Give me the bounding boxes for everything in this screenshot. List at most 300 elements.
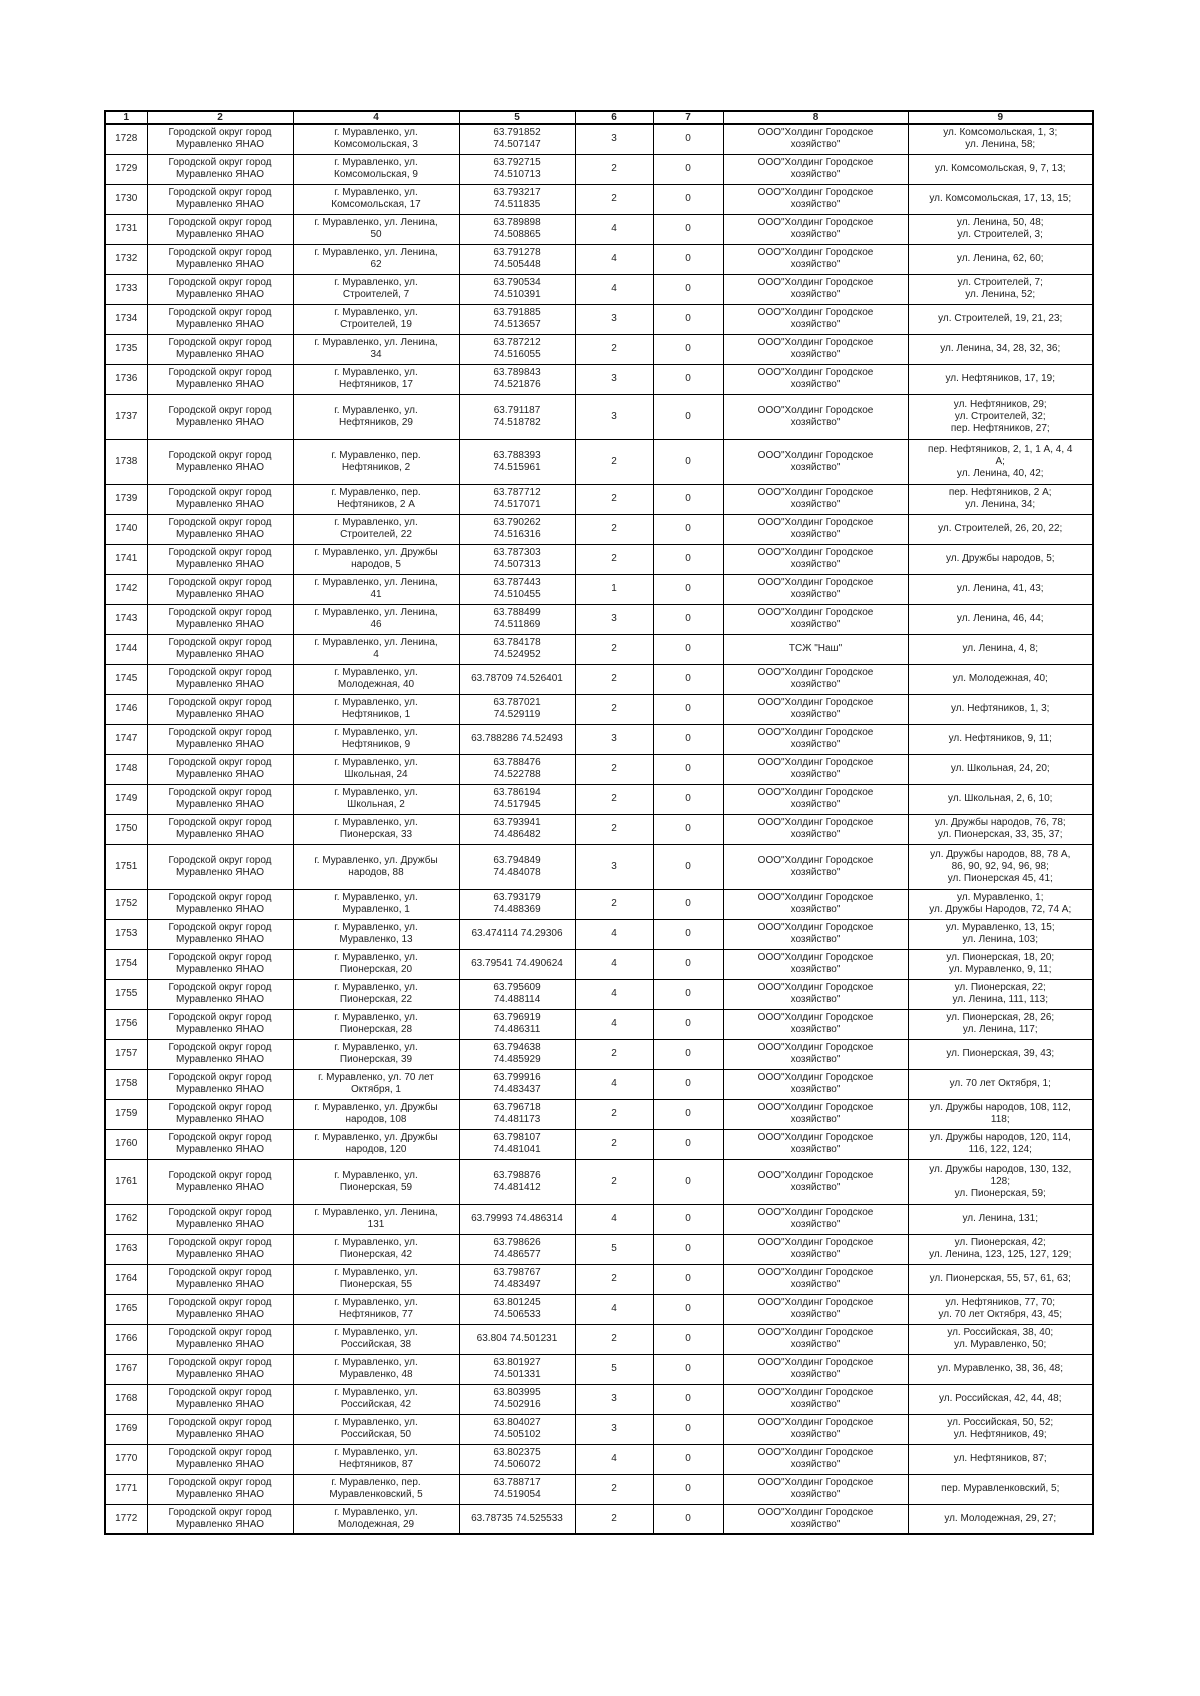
served-addresses-cell-line: пер. Нефтяников, 27; bbox=[950, 422, 1050, 434]
coordinates-cell bbox=[459, 634, 575, 664]
column-7-cell: 0 bbox=[653, 1234, 723, 1264]
coordinates-cell-line: 63.803995 bbox=[493, 1387, 541, 1398]
table-row bbox=[105, 124, 1093, 154]
column-6-cell: 4 bbox=[575, 1009, 653, 1039]
coordinates-cell-line: 63.784178 bbox=[493, 637, 541, 648]
address-cell-line: г. Муравленко, ул. Дружбы bbox=[314, 1102, 438, 1113]
district-cell-line: Городской округ город bbox=[168, 577, 272, 588]
coordinates-cell bbox=[459, 364, 575, 394]
district-cell bbox=[147, 1234, 293, 1264]
coordinates-cell-line: 74.517071 bbox=[493, 499, 541, 510]
table-row bbox=[105, 694, 1093, 724]
district-cell bbox=[147, 1264, 293, 1294]
district-cell-line: Муравленко ЯНАО bbox=[176, 829, 264, 840]
coordinates-cell bbox=[459, 604, 575, 634]
column-6-cell: 4 bbox=[575, 1294, 653, 1324]
address-cell-line: г. Муравленко, ул. Дружбы bbox=[314, 547, 438, 558]
address-cell-line: Пионерская, 59 bbox=[339, 1181, 413, 1193]
coordinates-cell-line: 63.791852 bbox=[493, 127, 541, 139]
district-cell-line: Городской округ город bbox=[168, 1169, 272, 1181]
row-number-cell: 1745 bbox=[105, 664, 147, 694]
district-cell bbox=[147, 184, 293, 214]
column-7-cell: 0 bbox=[653, 274, 723, 304]
address-cell-line: Школьная, 24 bbox=[344, 769, 408, 780]
column-7-cell: 0 bbox=[653, 1474, 723, 1504]
district-cell-line: Муравленко ЯНАО bbox=[176, 1518, 264, 1530]
row-number-cell: 1755 bbox=[105, 979, 147, 1009]
district-cell-line: Городской округ город bbox=[168, 637, 272, 648]
served-addresses-cell-line: ул. Дружбы народов, 130, 132, bbox=[929, 1163, 1072, 1175]
coordinates-cell-line: 63.798107 bbox=[493, 1132, 541, 1143]
served-addresses-cell-line: ул. Строителей, 32; bbox=[954, 410, 1046, 422]
address-cell-line: Пионерская, 22 bbox=[339, 994, 413, 1005]
served-addresses-cell-line: ул. Пионерская, 59; bbox=[954, 1187, 1046, 1199]
served-addresses-cell-line: ул. Пионерская, 55, 57, 61, 63; bbox=[929, 1273, 1071, 1284]
table-row bbox=[105, 244, 1093, 274]
row-number-cell: 1728 bbox=[105, 124, 147, 154]
address-cell-line: Нефтяников, 29 bbox=[339, 416, 413, 428]
district-cell-line: Городской округ город bbox=[168, 247, 272, 258]
district-cell-line: Муравленко ЯНАО bbox=[176, 1219, 264, 1230]
district-cell bbox=[147, 544, 293, 574]
district-cell-line: Городской округ город bbox=[168, 1237, 272, 1248]
table-row bbox=[105, 544, 1093, 574]
served-addresses-cell bbox=[908, 979, 1093, 1009]
column-7-cell: 0 bbox=[653, 814, 723, 844]
column-7-cell: 0 bbox=[653, 214, 723, 244]
column-7-cell: 0 bbox=[653, 1099, 723, 1129]
served-addresses-cell-line: пер. Муравленковский, 5; bbox=[941, 1483, 1060, 1494]
coordinates-cell-line: 63.792715 bbox=[493, 157, 541, 168]
table-body bbox=[105, 124, 1093, 1534]
address-cell-line: г. Муравленко, ул. bbox=[334, 367, 418, 378]
organization-cell bbox=[723, 979, 908, 1009]
table-row bbox=[105, 1204, 1093, 1234]
district-cell bbox=[147, 1474, 293, 1504]
district-cell-line: Муравленко ЯНАО bbox=[176, 289, 264, 300]
address-cell-line: г. Муравленко, ул. bbox=[334, 1042, 418, 1053]
row-number-cell: 1738 bbox=[105, 439, 147, 484]
district-cell bbox=[147, 1204, 293, 1234]
district-cell-line: Городской округ город bbox=[168, 1447, 272, 1458]
coordinates-cell bbox=[459, 1504, 575, 1534]
organization-cell-line: ООО"Холдинг Городское bbox=[757, 1072, 874, 1083]
served-addresses-cell-line: ул. Муравленко, 9, 11; bbox=[948, 964, 1052, 975]
organization-cell-line: ООО"Холдинг Городское bbox=[757, 247, 874, 258]
district-cell-line: Муравленко ЯНАО bbox=[176, 769, 264, 780]
district-cell-line: Городской округ город bbox=[168, 547, 272, 558]
address-cell-line: г. Муравленко, ул. Ленина, bbox=[314, 1207, 438, 1218]
district-cell bbox=[147, 484, 293, 514]
address-cell-line: г. Муравленко, ул. Дружбы bbox=[314, 1132, 438, 1143]
district-cell-line: Муравленко ЯНАО bbox=[176, 1279, 264, 1290]
coordinates-cell bbox=[459, 184, 575, 214]
header-col-8: 8 bbox=[723, 111, 908, 124]
district-cell bbox=[147, 784, 293, 814]
organization-cell-line: хозяйство" bbox=[790, 1144, 841, 1155]
organization-cell-line: хозяйство" bbox=[790, 1249, 841, 1260]
served-addresses-cell bbox=[908, 1294, 1093, 1324]
address-cell-line: Молодежная, 40 bbox=[337, 679, 415, 690]
address-cell bbox=[293, 1264, 459, 1294]
coordinates-cell-line: 63.787212 bbox=[493, 337, 541, 348]
district-cell bbox=[147, 1504, 293, 1534]
organization-cell-line: ООО"Холдинг Городское bbox=[757, 1267, 874, 1278]
column-6-cell: 3 bbox=[575, 724, 653, 754]
column-7-cell: 0 bbox=[653, 1129, 723, 1159]
district-cell-line: Муравленко ЯНАО bbox=[176, 349, 264, 360]
column-7-cell: 0 bbox=[653, 439, 723, 484]
organization-cell bbox=[723, 784, 908, 814]
row-number-cell: 1760 bbox=[105, 1129, 147, 1159]
row-number-cell: 1756 bbox=[105, 1009, 147, 1039]
header-col-2: 2 bbox=[147, 111, 293, 124]
served-addresses-cell-line: пер. Нефтяников, 2, 1, 1 А, 4, 4 bbox=[928, 443, 1073, 455]
table-row bbox=[105, 364, 1093, 394]
served-addresses-cell-line: 128; bbox=[990, 1175, 1010, 1187]
address-cell-line: г. Муравленко, ул. bbox=[334, 922, 418, 933]
organization-cell bbox=[723, 274, 908, 304]
served-addresses-cell bbox=[908, 724, 1093, 754]
table-row bbox=[105, 754, 1093, 784]
district-cell-line: Муравленко ЯНАО bbox=[176, 589, 264, 600]
served-addresses-cell-line: ул. Пионерская, 18, 20; bbox=[946, 952, 1055, 963]
coordinates-cell-line: 74.484078 bbox=[493, 866, 541, 878]
coordinates-cell-line: 63.791885 bbox=[493, 307, 541, 318]
table-row bbox=[105, 514, 1093, 544]
table-row bbox=[105, 154, 1093, 184]
column-6-cell: 3 bbox=[575, 1414, 653, 1444]
district-cell-line: Муравленко ЯНАО bbox=[176, 199, 264, 210]
served-addresses-cell-line: ул. Дружбы народов, 88, 78 А, bbox=[930, 848, 1071, 860]
address-cell-line: Нефтяников, 2 А bbox=[337, 499, 415, 510]
column-6-cell: 2 bbox=[575, 1264, 653, 1294]
column-7-cell: 0 bbox=[653, 574, 723, 604]
organization-cell-line: ООО"Холдинг Городское bbox=[757, 727, 874, 738]
address-cell-line: г. Муравленко, ул. bbox=[334, 517, 418, 528]
served-addresses-cell bbox=[908, 1414, 1093, 1444]
district-cell bbox=[147, 574, 293, 604]
address-cell-line: Муравленковский, 5 bbox=[329, 1489, 423, 1500]
coordinates-cell-line: 74.505102 bbox=[493, 1429, 541, 1440]
organization-cell-line: ООО"Холдинг Городское bbox=[757, 487, 874, 498]
organization-cell-line: ООО"Холдинг Городское bbox=[757, 1042, 874, 1053]
column-6-cell: 2 bbox=[575, 1504, 653, 1534]
district-cell bbox=[147, 1159, 293, 1204]
district-cell-line: Муравленко ЯНАО bbox=[176, 1024, 264, 1035]
organization-cell bbox=[723, 544, 908, 574]
district-cell bbox=[147, 154, 293, 184]
served-addresses-cell-line: ул. Муравленко, 1; bbox=[956, 892, 1044, 903]
column-6-cell: 2 bbox=[575, 334, 653, 364]
column-6-cell: 4 bbox=[575, 979, 653, 1009]
address-cell bbox=[293, 1159, 459, 1204]
address-cell-line: Муравленко, 48 bbox=[339, 1369, 413, 1380]
served-addresses-cell bbox=[908, 154, 1093, 184]
address-cell bbox=[293, 544, 459, 574]
served-addresses-cell bbox=[908, 1234, 1093, 1264]
table-row bbox=[105, 889, 1093, 919]
coordinates-cell bbox=[459, 1444, 575, 1474]
address-cell-line: г. Муравленко, ул. Ленина, bbox=[314, 247, 438, 258]
coordinates-cell-line: 74.521876 bbox=[493, 379, 541, 390]
organization-cell-line: ООО"Холдинг Городское bbox=[757, 1327, 874, 1338]
district-cell bbox=[147, 514, 293, 544]
organization-cell bbox=[723, 334, 908, 364]
served-addresses-cell-line: ул. Комсомольская, 17, 13, 15; bbox=[929, 193, 1072, 204]
coordinates-cell-line: 74.513657 bbox=[493, 319, 541, 330]
district-cell bbox=[147, 1414, 293, 1444]
served-addresses-cell bbox=[908, 889, 1093, 919]
district-cell bbox=[147, 664, 293, 694]
district-cell-line: Муравленко ЯНАО bbox=[176, 964, 264, 975]
coordinates-cell-line: 74.486577 bbox=[493, 1249, 541, 1260]
served-addresses-cell-line: ул. Ленина, 41, 43; bbox=[956, 583, 1044, 594]
address-cell-line: Нефтяников, 17 bbox=[339, 379, 413, 390]
address-cell-line: Муравленко, 1 bbox=[342, 904, 410, 915]
column-6-cell: 2 bbox=[575, 634, 653, 664]
district-cell bbox=[147, 394, 293, 439]
column-7-cell: 0 bbox=[653, 1294, 723, 1324]
header-col-4: 4 bbox=[293, 111, 459, 124]
table-row bbox=[105, 304, 1093, 334]
district-cell-line: Муравленко ЯНАО bbox=[176, 169, 264, 180]
organization-cell-line: хозяйство" bbox=[790, 461, 841, 473]
table-row bbox=[105, 634, 1093, 664]
district-cell-line: Городской округ город bbox=[168, 1417, 272, 1428]
served-addresses-cell bbox=[908, 574, 1093, 604]
organization-cell-line: хозяйство" bbox=[790, 1369, 841, 1380]
address-cell-line: народов, 108 bbox=[345, 1114, 407, 1125]
column-6-cell: 2 bbox=[575, 1159, 653, 1204]
address-cell-line: 62 bbox=[370, 259, 382, 270]
address-cell bbox=[293, 1234, 459, 1264]
coordinates-cell-line: 63.801245 bbox=[493, 1297, 541, 1308]
served-addresses-cell-line: ул. Ленина, 111, 113; bbox=[952, 994, 1049, 1005]
address-cell-line: народов, 88 bbox=[348, 866, 404, 878]
coordinates-cell-line: 74.510391 bbox=[493, 289, 541, 300]
address-cell bbox=[293, 949, 459, 979]
address-cell-line: Нефтяников, 1 bbox=[341, 709, 411, 720]
coordinates-cell-line: 63.798876 bbox=[493, 1169, 541, 1181]
coordinates-cell-line: 63.788393 bbox=[493, 449, 541, 461]
coordinates-cell-line: 74.483437 bbox=[493, 1084, 541, 1095]
organization-cell-line: ООО"Холдинг Городское bbox=[757, 367, 874, 378]
coordinates-cell bbox=[459, 244, 575, 274]
served-addresses-cell bbox=[908, 634, 1093, 664]
district-cell bbox=[147, 724, 293, 754]
coordinates-cell-line: 63.793217 bbox=[493, 187, 541, 198]
organization-cell-line: хозяйство" bbox=[790, 994, 841, 1005]
coordinates-cell-line: 63.794849 bbox=[493, 854, 541, 866]
served-addresses-cell-line: ул. Ленина, 40, 42; bbox=[956, 467, 1044, 479]
coordinates-cell-line: 63.789843 bbox=[493, 367, 541, 378]
column-7-cell: 0 bbox=[653, 979, 723, 1009]
coordinates-cell-line: 74.508865 bbox=[493, 229, 541, 240]
organization-cell-line: ООО"Холдинг Городское bbox=[757, 577, 874, 588]
coordinates-cell-line: 74.488114 bbox=[493, 994, 541, 1005]
organization-cell-line: хозяйство" bbox=[790, 964, 841, 975]
row-number-cell: 1730 bbox=[105, 184, 147, 214]
served-addresses-cell-line: А; bbox=[995, 455, 1005, 467]
district-cell bbox=[147, 274, 293, 304]
coordinates-cell-line: 63.798626 bbox=[493, 1237, 541, 1248]
coordinates-cell-line: 74.518782 bbox=[493, 416, 541, 428]
district-cell bbox=[147, 1129, 293, 1159]
organization-cell-line: хозяйство" bbox=[790, 1459, 841, 1470]
address-cell bbox=[293, 979, 459, 1009]
district-cell bbox=[147, 364, 293, 394]
coordinates-cell-line: 74.502916 bbox=[493, 1399, 541, 1410]
served-addresses-cell bbox=[908, 1354, 1093, 1384]
organization-cell bbox=[723, 1099, 908, 1129]
row-number-cell: 1740 bbox=[105, 514, 147, 544]
coordinates-cell-line: 74.516055 bbox=[493, 349, 541, 360]
organization-cell-line: ООО"Холдинг Городское bbox=[757, 787, 874, 798]
coordinates-cell-line: 63.793941 bbox=[493, 817, 541, 828]
served-addresses-cell-line: ул. Российская, 50, 52; bbox=[947, 1417, 1054, 1428]
coordinates-cell bbox=[459, 1264, 575, 1294]
coordinates-cell-line: 74.501331 bbox=[493, 1369, 541, 1380]
served-addresses-cell-line: ул. Школьная, 24, 20; bbox=[950, 763, 1050, 774]
served-addresses-cell bbox=[908, 919, 1093, 949]
served-addresses-cell-line: ул. Нефтяников, 77, 70; bbox=[945, 1297, 1056, 1308]
coordinates-cell bbox=[459, 1414, 575, 1444]
served-addresses-cell bbox=[908, 1009, 1093, 1039]
served-addresses-cell bbox=[908, 184, 1093, 214]
column-7-cell: 0 bbox=[653, 784, 723, 814]
coordinates-cell-line: 63.804027 bbox=[493, 1417, 541, 1428]
coordinates-cell-line: 74.517945 bbox=[493, 799, 541, 810]
district-cell-line: Муравленко ЯНАО bbox=[176, 679, 264, 690]
organization-cell-line: ООО"Холдинг Городское bbox=[757, 607, 874, 618]
organization-cell-line: ООО"Холдинг Городское bbox=[757, 1237, 874, 1248]
organization-cell bbox=[723, 1294, 908, 1324]
coordinates-cell bbox=[459, 1129, 575, 1159]
table-row bbox=[105, 439, 1093, 484]
district-cell-line: Городской округ город bbox=[168, 307, 272, 318]
address-cell bbox=[293, 394, 459, 439]
district-cell-line: Муравленко ЯНАО bbox=[176, 1309, 264, 1320]
row-number-cell: 1751 bbox=[105, 844, 147, 889]
coordinates-cell-line: 74.483497 bbox=[493, 1279, 541, 1290]
coordinates-cell bbox=[459, 394, 575, 439]
address-cell bbox=[293, 1444, 459, 1474]
address-cell-line: г. Муравленко, пер. bbox=[331, 449, 421, 461]
served-addresses-cell-line: ул. Пионерская, 33, 35, 37; bbox=[937, 829, 1063, 840]
coordinates-cell bbox=[459, 1039, 575, 1069]
organization-cell bbox=[723, 754, 908, 784]
served-addresses-cell-line: ул. Муравленко, 38, 36, 48; bbox=[937, 1363, 1063, 1374]
organization-cell-line: хозяйство" bbox=[790, 1429, 841, 1440]
coordinates-cell-line: 63.790534 bbox=[493, 277, 541, 288]
table-row bbox=[105, 1324, 1093, 1354]
district-cell-line: Муравленко ЯНАО bbox=[176, 1429, 264, 1440]
address-cell-line: 50 bbox=[370, 229, 382, 240]
column-6-cell: 2 bbox=[575, 889, 653, 919]
district-cell bbox=[147, 844, 293, 889]
column-7-cell: 0 bbox=[653, 1324, 723, 1354]
served-addresses-cell-line: ул. Нефтяников, 49; bbox=[953, 1429, 1047, 1440]
served-addresses-cell bbox=[908, 1264, 1093, 1294]
coordinates-cell-line: 74.510455 bbox=[493, 589, 541, 600]
table-row bbox=[105, 484, 1093, 514]
header-row bbox=[105, 111, 1093, 124]
organization-cell-line: ООО"Холдинг Городское bbox=[757, 1357, 874, 1368]
coordinates-cell bbox=[459, 484, 575, 514]
served-addresses-cell-line: ул. Строителей, 7; bbox=[957, 277, 1043, 288]
address-cell bbox=[293, 724, 459, 754]
address-cell-line: Пионерская, 20 bbox=[339, 964, 413, 975]
organization-cell-line: ООО"Холдинг Городское bbox=[757, 127, 874, 139]
address-cell bbox=[293, 184, 459, 214]
coordinates-cell bbox=[459, 1294, 575, 1324]
table-row bbox=[105, 1039, 1093, 1069]
district-cell-line: Городской округ город bbox=[168, 127, 272, 139]
served-addresses-cell-line: ул. Комсомольская, 9, 7, 13; bbox=[934, 163, 1066, 174]
district-cell bbox=[147, 1039, 293, 1069]
coordinates-cell-line: 74.481041 bbox=[493, 1144, 541, 1155]
address-cell-line: г. Муравленко, ул. Ленина, bbox=[314, 577, 438, 588]
district-cell bbox=[147, 604, 293, 634]
organization-cell bbox=[723, 304, 908, 334]
district-cell-line: Городской округ город bbox=[168, 982, 272, 993]
organization-cell bbox=[723, 244, 908, 274]
column-6-cell: 4 bbox=[575, 919, 653, 949]
coordinates-cell-line: 74.510713 bbox=[493, 169, 541, 180]
served-addresses-cell bbox=[908, 334, 1093, 364]
table-row bbox=[105, 1099, 1093, 1129]
table-row bbox=[105, 1264, 1093, 1294]
organization-cell-line: хозяйство" bbox=[790, 229, 841, 240]
district-cell-line: Муравленко ЯНАО bbox=[176, 319, 264, 330]
district-cell-line: Городской округ город bbox=[168, 1102, 272, 1113]
table-row bbox=[105, 1444, 1093, 1474]
district-cell-line: Муравленко ЯНАО bbox=[176, 1399, 264, 1410]
served-addresses-cell bbox=[908, 844, 1093, 889]
served-addresses-cell bbox=[908, 949, 1093, 979]
address-cell-line: г. Муравленко, ул. bbox=[334, 1267, 418, 1278]
district-cell bbox=[147, 1009, 293, 1039]
served-addresses-cell bbox=[908, 1129, 1093, 1159]
address-cell-line: 131 bbox=[367, 1219, 385, 1230]
organization-cell bbox=[723, 1324, 908, 1354]
district-cell-line: Муравленко ЯНАО bbox=[176, 649, 264, 660]
address-cell bbox=[293, 754, 459, 784]
district-cell bbox=[147, 949, 293, 979]
column-7-cell: 0 bbox=[653, 334, 723, 364]
served-addresses-cell bbox=[908, 244, 1093, 274]
served-addresses-cell bbox=[908, 439, 1093, 484]
address-cell-line: Пионерская, 42 bbox=[339, 1249, 413, 1260]
column-6-cell: 4 bbox=[575, 274, 653, 304]
organization-cell-line: ООО"Холдинг Городское bbox=[757, 697, 874, 708]
header-col-6: 6 bbox=[575, 111, 653, 124]
address-cell-line: Российская, 38 bbox=[340, 1339, 412, 1350]
organization-cell-line: хозяйство" bbox=[790, 709, 841, 720]
address-cell-line: Комсомольская, 3 bbox=[334, 139, 418, 151]
address-cell bbox=[293, 214, 459, 244]
district-cell bbox=[147, 694, 293, 724]
organization-cell bbox=[723, 1204, 908, 1234]
organization-cell-line: хозяйство" bbox=[790, 769, 841, 780]
organization-cell-line: ООО"Холдинг Городское bbox=[757, 1477, 874, 1488]
address-cell bbox=[293, 1099, 459, 1129]
address-cell bbox=[293, 274, 459, 304]
column-6-cell: 3 bbox=[575, 394, 653, 439]
address-cell bbox=[293, 694, 459, 724]
organization-cell-line: ООО"Холдинг Городское bbox=[757, 1207, 874, 1218]
